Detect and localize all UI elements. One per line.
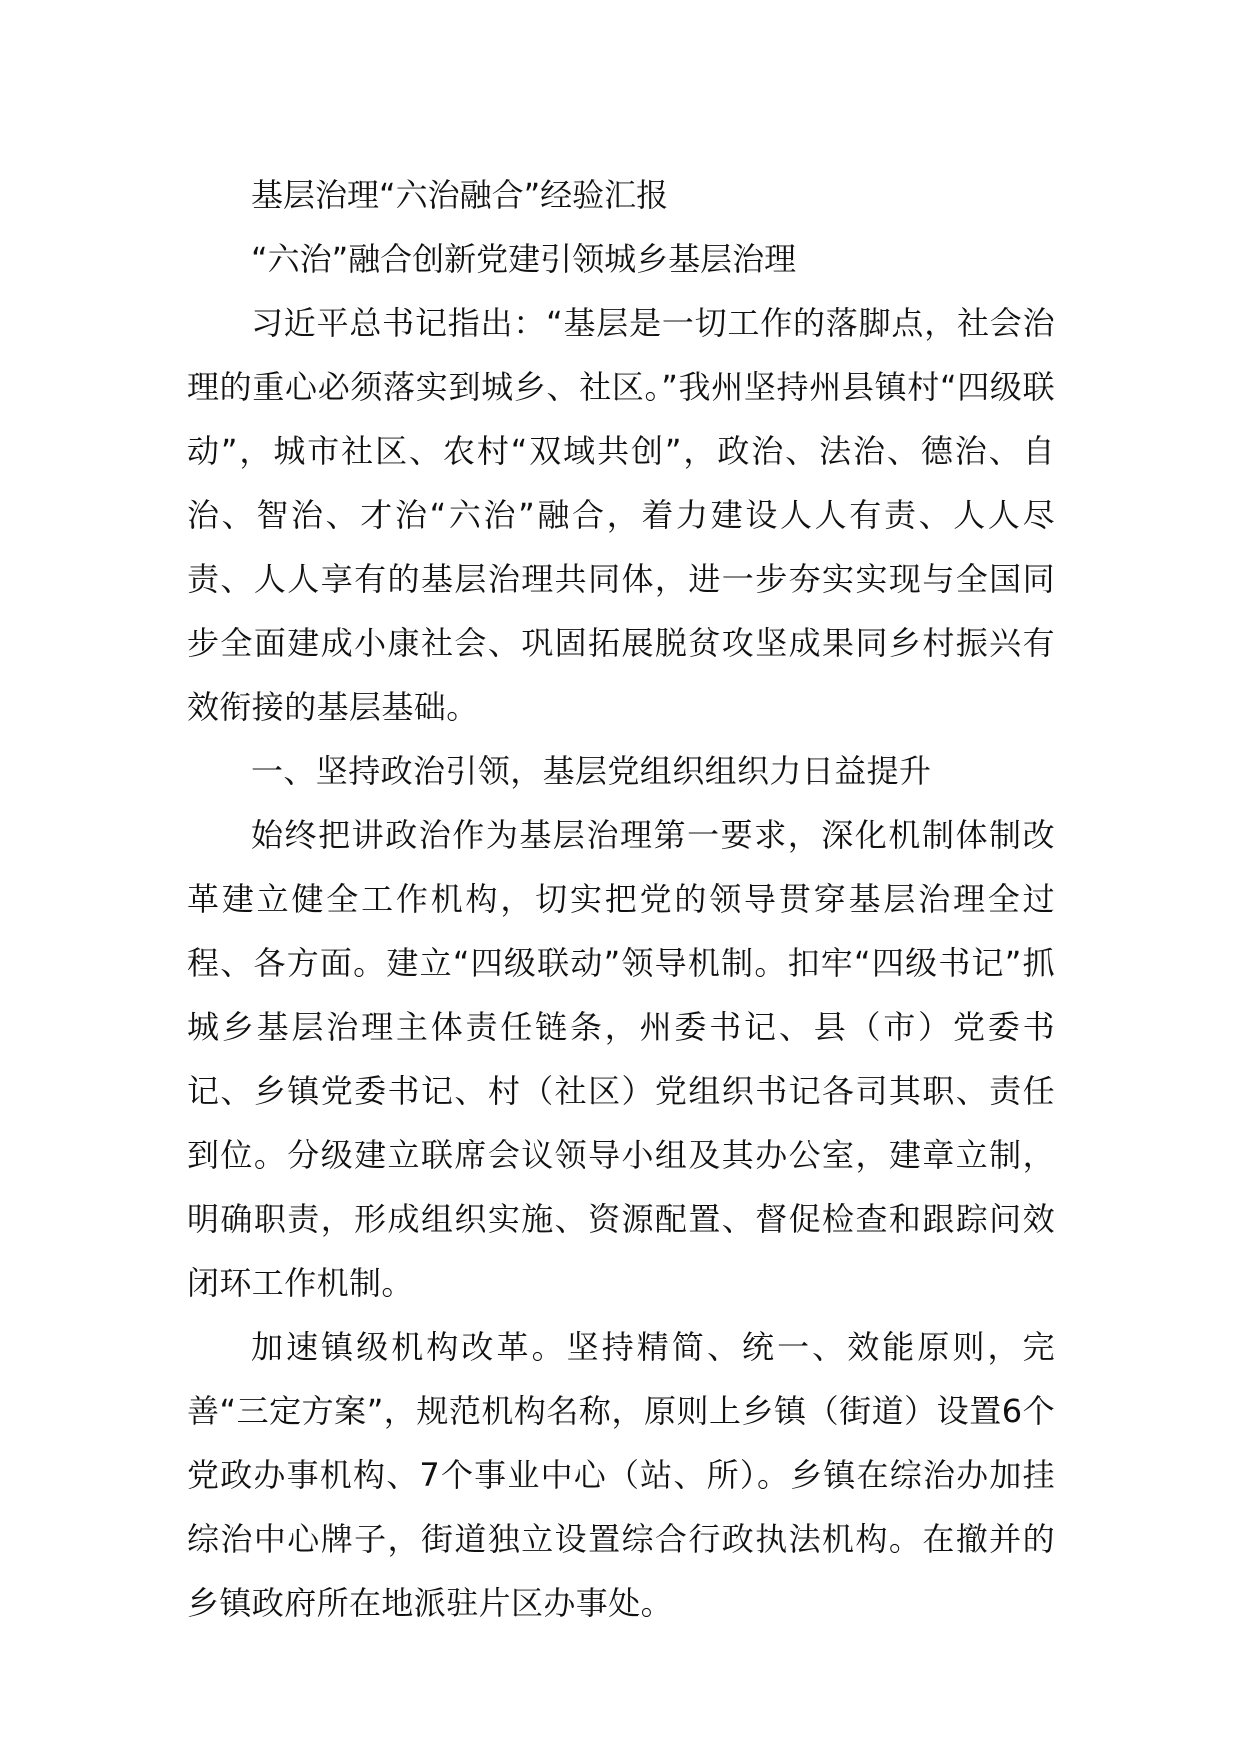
- paragraph-intro: 习近平总书记指出：“基层是一切工作的落脚点，社会治理的重心必须落实到城乡、社区。”我州坚持州县镇村“四级联动”，城市社区、农村“双域共创”，政治、法治、德治、自治、智治、才治“六治”融合，着力建设人人有责、人人尽责、人人享有的基层治理共同体，进一步夯实实现与全国同步全面建成小康社会、巩固拓展脱贫攻坚成果同乡村振兴有效衔接的基层基础。: [187, 304, 1055, 726]
- paragraph-town-reform: 加速镇级机构改革。坚持精简、统一、效能原则，完善“三定方案”，规范机构名称，原则上乡镇（街道）设置6个党政办事机构、7个事业中心（站、所）。乡镇在综治办加挂综治中心牌子，街道独立设置综合行政执法机构。在撤并的乡镇政府所在地派驻片区办事处。: [187, 1328, 1055, 1622]
- document-subtitle: “六治”融合创新党建引领城乡基层治理: [251, 240, 797, 278]
- document-title: 基层治理“六治融合”经验汇报: [251, 176, 669, 214]
- paragraph-political-leadership: 始终把讲政治作为基层治理第一要求，深化机制体制改革建立健全工作机构，切实把党的领导贯穿基层治理全过程、各方面。建立“四级联动”领导机制。扣牢“四级书记”抓城乡基层治理主体责任链条，州委书记、县（市）党委书记、乡镇党委书记、村（社区）党组织书记各司其职、责任到位。分级建立联席会议领导小组及其办公室，建章立制，明确职责，形成组织实施、资源配置、督促检查和跟踪问效闭环工作机制。: [187, 816, 1055, 1302]
- section-heading-1: 一、坚持政治引领，基层党组织组织力日益提升: [251, 752, 932, 790]
- document-page: [187, 163, 1055, 1635]
